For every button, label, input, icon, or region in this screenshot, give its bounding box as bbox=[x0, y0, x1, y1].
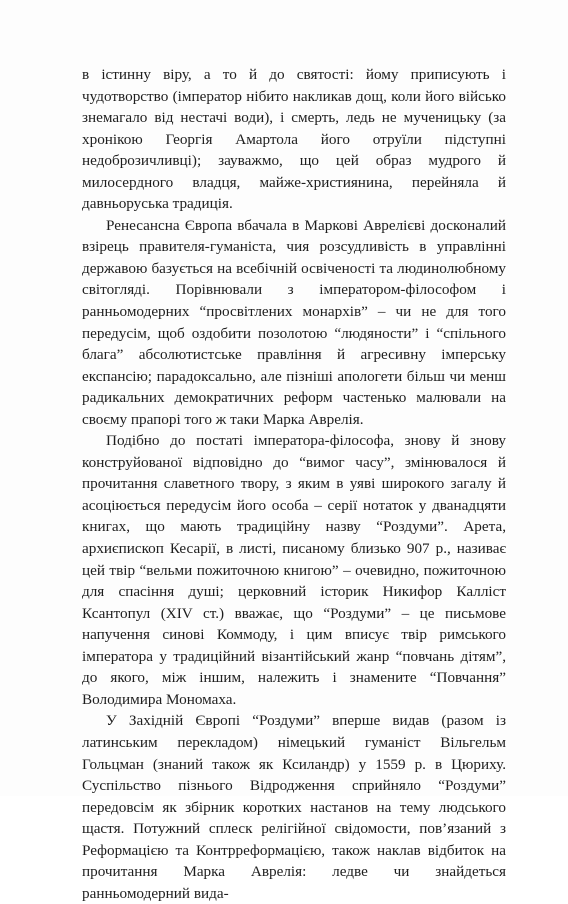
paragraph-1: в істинну віру, а то й до святості: йому приписують і чудотворство (імператор нібито накликав дощ, коли його військо знемагало від нестачі води), і смерть, ледь не мученицьку (за хронікою Георгія Амартола його отруїли підступні недоброзичливці); зауважмо, що цей образ мудрого й милосердного владця, майже-християнина, перейняла й давньоруська традиція. bbox=[82, 66, 506, 213]
paragraph-3: Подібно до постаті імператора-філософа, знову й знову конструйованої відповідно до “вимог часу”, змінювалося й прочитання славетного твору, з яким в уяві широкого загалу й асоціюється передусім його особа – серії нотаток у дванадцяти книгах, що мають традиційну назву “Роздуми”. Арета, архиєпископ Кесарії, в листі, писаному близько 907 р., називає цей твір “вельми пожиточною книгою” – очевидно, пожиточною для спасіння душі; церковний історик Никифор Калліст Ксантопул (XIV ст.) вважає, що “Роздуми” – це письмове напучення синові Коммоду, і цим вписує твір римського імператора у традиційний візантійський жанр “повчань дітям”, до якого, між іншим, належить і знамените “Повчання” Володимира Мономаха. bbox=[82, 432, 506, 708]
paragraph-2: Ренесансна Європа вбачала в Маркові Аврелієві досконалий взірець правителя-гуманіста, чия розсудливість в управлінні державою базується на всебічній освіченості та людинолюбному світогляді. Порівнювали з імператором-філософом і ранньомодерних “просвітлених монархів” – чи не для того передусім, щоб оздобити позолотою “людяности” і “спільного блага” абсолютистське правління й агресивну імперську експансію; парадоксально, але пізніші апологети більш чи менш радикальних демократичних реформ частенько малювали на своєму прапорі того ж таки Марка Аврелія. bbox=[82, 216, 506, 428]
paragraph-4: У Західній Європі “Роздуми” вперше видав (разом із латинським перекладом) німецький гуманіст Вільгельм Гольцман (знаний також як Ксиландр) у 1559 р. в Цюриху. Суспільство пізнього Відродження сприйняло “Роздуми” передовсім як збірник коротких настанов на тему людського щастя. Потужний сплеск релігійної свідомости, пов’язаний з Реформацією та Контрреформацією, також наклав відбиток на прочитання Марка Аврелія: ледве чи знайдеться ранньомодерний вида- bbox=[82, 712, 506, 902]
body-text bbox=[82, 64, 506, 904]
